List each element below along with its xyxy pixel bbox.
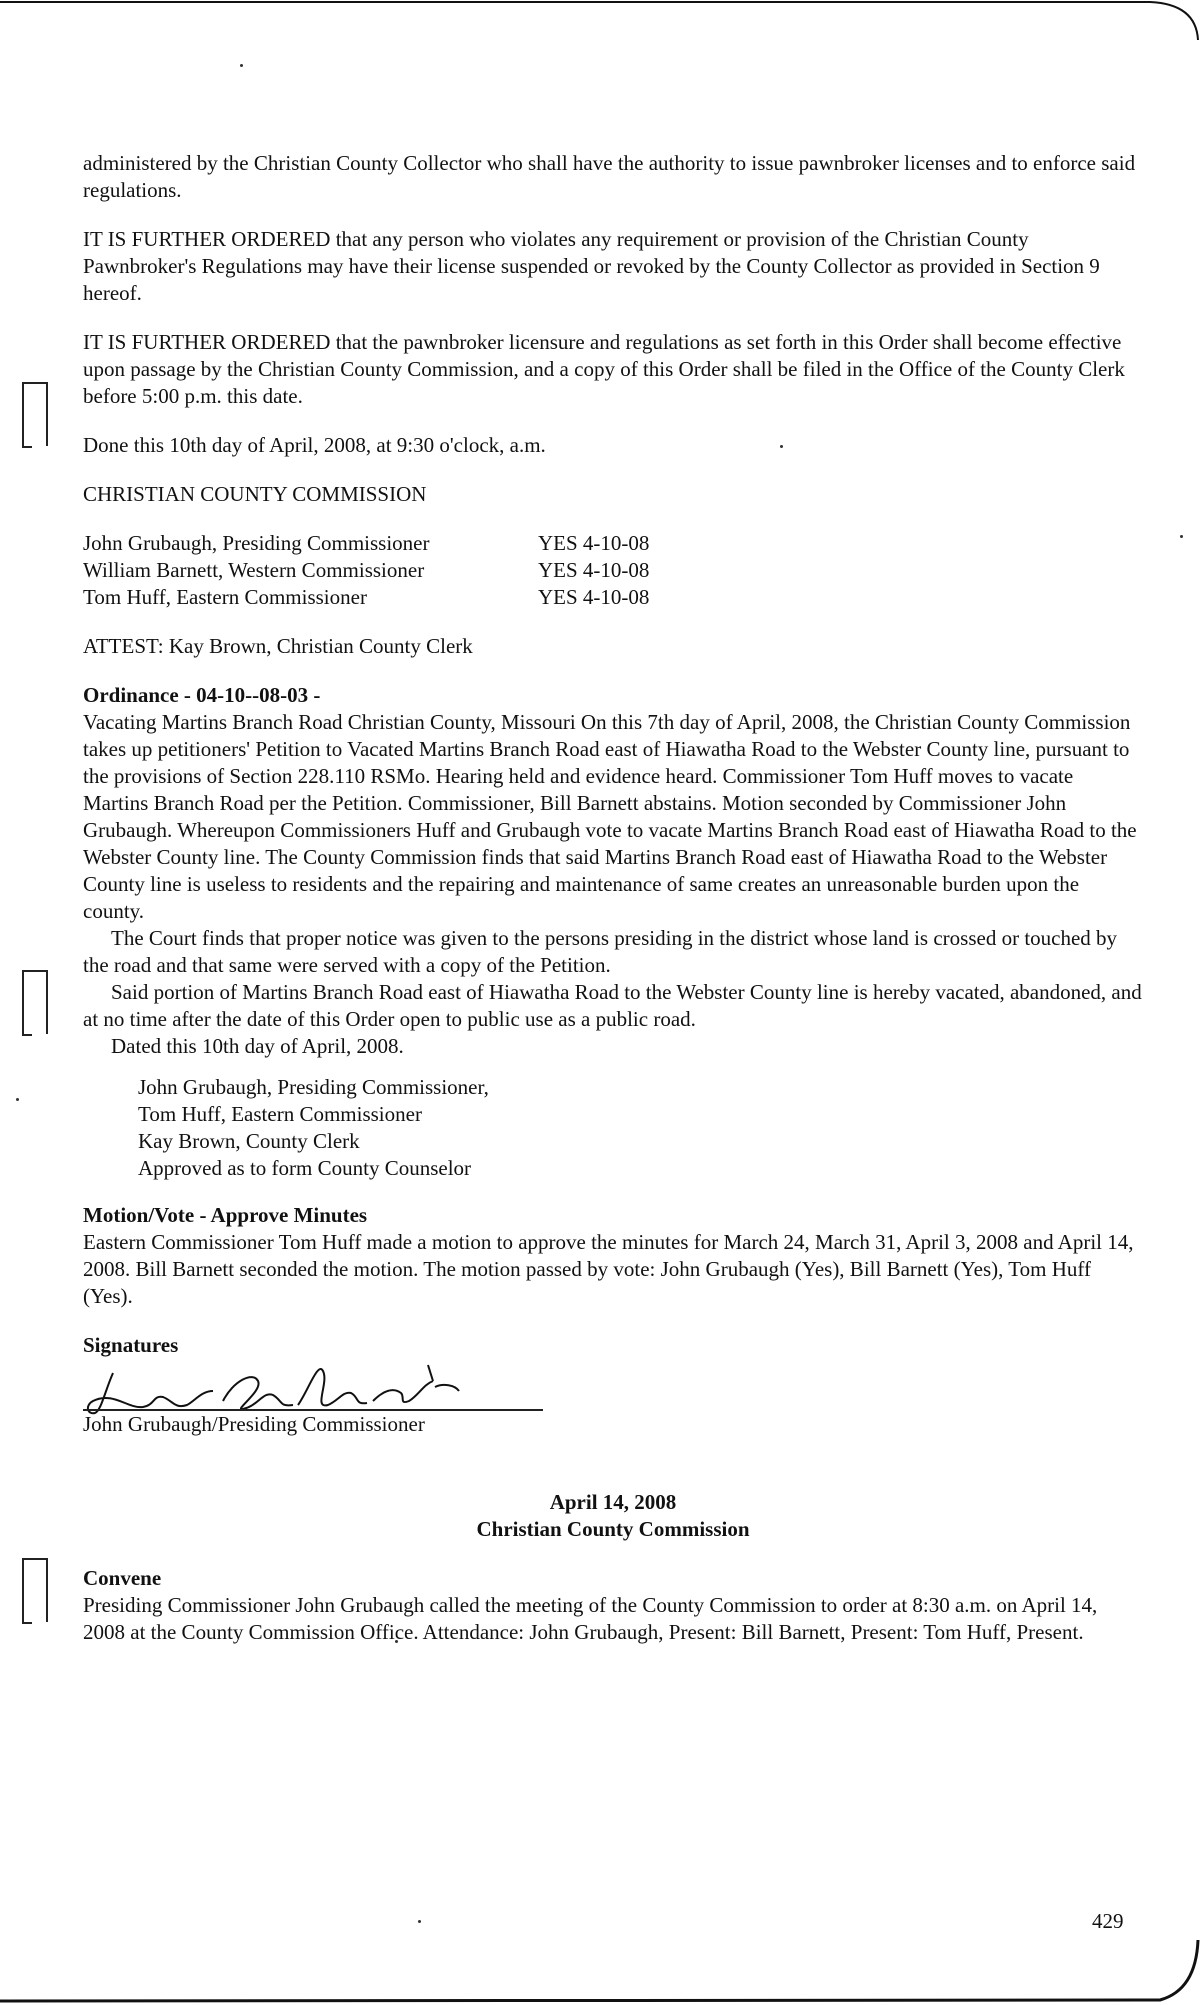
votes-table (83, 530, 1143, 611)
commission-heading: CHRISTIAN COUNTY COMMISSION (83, 482, 427, 506)
court-finds-paragraph: The Court finds that proper notice was given to the persons presiding in the district whose land is crossed or touched by the road and that same were served with a copy of the Petition. (83, 926, 1118, 977)
dated-line: Dated this 10th day of April, 2008. (111, 1034, 404, 1058)
ordinance-body: Vacating Martins Branch Road Christian County, Missouri On this 7th day of April, 2008, the Christian County Commission takes up petitioners' Petition to Vacated Martins Branch Road east of Hiawatha Road to the Webster County line, pursuant to the provisions of Section 228.110 RSMo. Hearing held and evidence heard. Commissioner Tom Huff moves to vacate Martins Branch Road per the Petition. Commissioner, Bill Barnett abstains. Motion seconded by Commissioner John Grubaugh. Whereupon Commissioners Huff and Grubaugh vote to vacate Martins Branch Road east of Hiawatha Road to the Webster County line. The County Commission finds that said Martins Branch Road east of Hiawatha Road to the Webster County line is useless to residents and the repairing and maintenance of same creates an unreasonable burden upon the county. (83, 710, 1137, 923)
further-ordered-paragraph-2: IT IS FURTHER ORDERED that the pawnbroker licensure and regulations as set forth in this Order shall become effective upon passage by the Christian County Commission, and a copy of this Order shall be filed in the Office of the County Clerk before 5:00 p.m. this date. (83, 330, 1125, 408)
next-meeting-date: April 14, 2008 (549, 1490, 677, 1514)
next-meeting-heading: Christian County Commission (476, 1517, 750, 1541)
vote-row (83, 530, 1143, 557)
signature-caption: John Grubaugh/Presiding Commissioner (83, 1412, 425, 1436)
done-line: Done this 10th day of April, 2008, at 9:30 o'clock, a.m. (83, 433, 546, 457)
voter-name: Tom Huff, Eastern Commissioner (83, 585, 367, 609)
signer-line: Approved as to form County Counselor (138, 1156, 472, 1180)
signatures-title: Signatures (83, 1333, 179, 1357)
scan-speck (1180, 535, 1183, 538)
signature-area (83, 1361, 1143, 1451)
scan-speck (240, 64, 243, 67)
signer-line: Kay Brown, County Clerk (138, 1129, 360, 1153)
document-body (83, 150, 1143, 1646)
voter-name: William Barnett, Western Commissioner (83, 558, 425, 582)
motion-body: Eastern Commissioner Tom Huff made a motion to approve the minutes for March 24, March 31, April 3, 2008 and April 14, 2008. Bill Barnett seconded the motion. The motion passed by vote: John Grubaugh (Yes), Bill Barnett (Yes), Tom Huff (Yes). (83, 1230, 1134, 1308)
intro-paragraph: administered by the Christian County Collector who shall have the authority to issue pawnbroker licenses and to enforce said regulations. (83, 151, 1136, 202)
signer-line: Tom Huff, Eastern Commissioner (138, 1102, 422, 1126)
attest-line: ATTEST: Kay Brown, Christian County Clerk (83, 634, 473, 658)
said-portion-paragraph: Said portion of Martins Branch Road east of Hiawatha Road to the Webster County line is hereby vacated, abandoned, and at no time after the date of this Order open to public use as a public road. (83, 980, 1142, 1031)
ordinance-signers (83, 1074, 1143, 1182)
motion-title: Motion/Vote - Approve Minutes (83, 1203, 368, 1227)
convene-body: Presiding Commissioner John Grubaugh called the meeting of the County Commission to order at 8:30 a.m. on April 14, 2008 at the County Commission Office. Attendance: John Grubaugh, Present: Bill Barnett, Present: Tom Huff, Present. (83, 1593, 1098, 1644)
vote-row (83, 557, 1143, 584)
vote-value: YES 4-10-08 (538, 558, 650, 582)
binder-hole-middle (22, 970, 48, 1034)
voter-name: John Grubaugh, Presiding Commissioner (83, 531, 430, 555)
vote-row (83, 584, 1143, 611)
vote-value: YES 4-10-08 (538, 585, 650, 609)
further-ordered-paragraph-1: IT IS FURTHER ORDERED that any person who violates any requirement or provision of the Christian County Pawnbroker's Regulations may have their license suspended or revoked by the County Collector as provided in Section 9 hereof. (83, 227, 1100, 305)
convene-title: Convene (83, 1566, 162, 1590)
page-number: 429 (1092, 1909, 1124, 1933)
binder-hole-top (22, 382, 48, 446)
scan-speck (16, 1098, 19, 1101)
scan-speck (418, 1920, 421, 1923)
ordinance-title: Ordinance - 04-10--08-03 - (83, 683, 321, 707)
binder-hole-bottom (22, 1558, 48, 1622)
signer-line: John Grubaugh, Presiding Commissioner, (138, 1075, 489, 1099)
vote-value: YES 4-10-08 (538, 531, 650, 555)
